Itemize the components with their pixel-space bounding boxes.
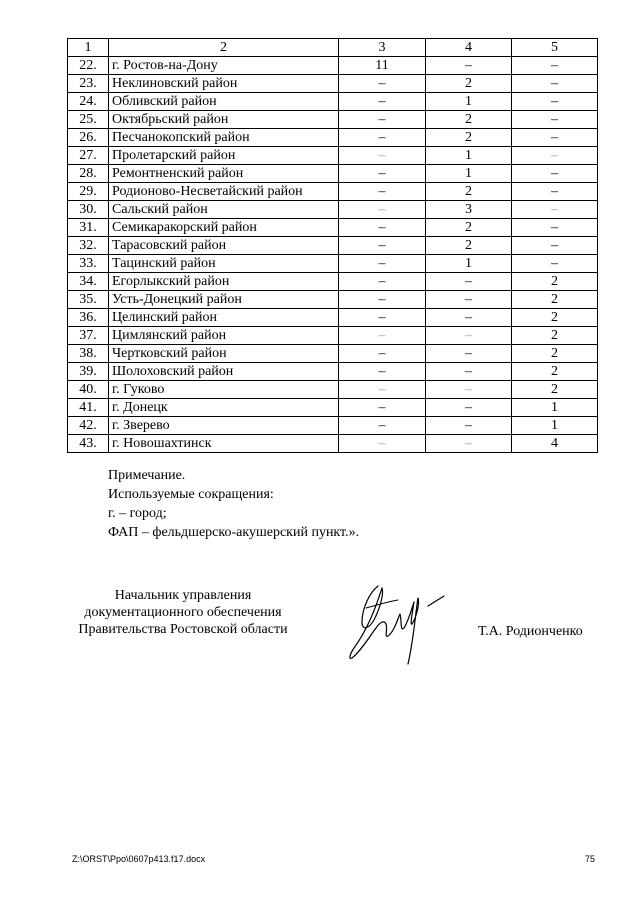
table-row [68,363,598,381]
row-number-cell: 30. [68,201,109,219]
district-name-cell: г. Гуково [109,381,339,399]
row-number-cell: 25. [68,111,109,129]
col3-value-cell: – [339,255,426,273]
col3-value-cell: – [339,363,426,381]
col5-value-cell: – [512,183,598,201]
table-row [68,57,598,75]
table-row [68,327,598,345]
col3-value-cell: – [339,93,426,111]
col3-value-cell: – [339,435,426,453]
district-name-cell: Неклиновский район [109,75,339,93]
table-row [68,345,598,363]
header-col-2: 2 [109,39,339,57]
district-name-cell: Октябрьский район [109,111,339,129]
col5-value-cell: 2 [512,345,598,363]
row-number-cell: 42. [68,417,109,435]
col4-value-cell: – [426,327,512,345]
col3-value-cell: – [339,399,426,417]
col4-value-cell: – [426,57,512,75]
col5-value-cell: – [512,129,598,147]
col5-value-cell: – [512,255,598,273]
col3-value-cell: – [339,291,426,309]
table-row [68,255,598,273]
district-name-cell: Чертковский район [109,345,339,363]
note-title: Примечание. [108,468,186,483]
table-body [68,57,598,453]
table-row [68,273,598,291]
col4-value-cell: 1 [426,93,512,111]
col4-value-cell: 2 [426,183,512,201]
col5-value-cell: 1 [512,417,598,435]
col3-value-cell: – [339,309,426,327]
note-block [108,466,359,542]
row-number-cell: 31. [68,219,109,237]
col5-value-cell: – [512,57,598,75]
col3-value-cell: – [339,75,426,93]
col3-value-cell: – [339,237,426,255]
row-number-cell: 36. [68,309,109,327]
district-name-cell: Песчанокопский район [109,129,339,147]
col3-value-cell: – [339,345,426,363]
district-name-cell: Шолоховский район [109,363,339,381]
col4-value-cell: – [426,291,512,309]
district-name-cell: Усть-Донецкий район [109,291,339,309]
district-table [67,38,598,453]
col4-value-cell: 2 [426,75,512,93]
district-name-cell: Цимлянский район [109,327,339,345]
district-name-cell: Пролетарский район [109,147,339,165]
col4-value-cell: – [426,399,512,417]
header-col-3: 3 [339,39,426,57]
table-row [68,183,598,201]
table-row [68,291,598,309]
district-name-cell: Обливский район [109,93,339,111]
col4-value-cell: 2 [426,129,512,147]
col5-value-cell: – [512,237,598,255]
col3-value-cell: – [339,417,426,435]
col5-value-cell: 2 [512,381,598,399]
col5-value-cell: – [512,75,598,93]
table-row [68,309,598,327]
table-row [68,147,598,165]
table-row [68,75,598,93]
district-name-cell: г. Донецк [109,399,339,417]
col5-value-cell: – [512,165,598,183]
handwritten-signature [340,578,450,668]
col4-value-cell: – [426,381,512,399]
col3-value-cell: – [339,147,426,165]
col3-value-cell: – [339,165,426,183]
row-number-cell: 29. [68,183,109,201]
table-row [68,381,598,399]
district-name-cell: г. Ростов-на-Дону [109,57,339,75]
district-name-cell: г. Новошахтинск [109,435,339,453]
col4-value-cell: – [426,363,512,381]
col5-value-cell: 2 [512,291,598,309]
col5-value-cell: – [512,147,598,165]
row-number-cell: 24. [68,93,109,111]
col5-value-cell: 2 [512,273,598,291]
header-col-1: 1 [68,39,109,57]
table-row [68,399,598,417]
col5-value-cell: 1 [512,399,598,417]
table-row [68,417,598,435]
district-name-cell: Семикаракорский район [109,219,339,237]
col5-value-cell: 2 [512,363,598,381]
district-name-cell: Егорлыкский район [109,273,339,291]
note-line-1: Используемые сокращения: [108,487,274,502]
row-number-cell: 27. [68,147,109,165]
district-name-cell: Ремонтненский район [109,165,339,183]
col4-value-cell: – [426,309,512,327]
district-name-cell: Тарасовский район [109,237,339,255]
col5-value-cell: 2 [512,309,598,327]
row-number-cell: 26. [68,129,109,147]
row-number-cell: 23. [68,75,109,93]
col3-value-cell: 11 [339,57,426,75]
col5-value-cell: – [512,219,598,237]
header-col-4: 4 [426,39,512,57]
col4-value-cell: – [426,345,512,363]
col5-value-cell: – [512,201,598,219]
row-number-cell: 34. [68,273,109,291]
page-number: 75 [585,854,596,864]
col4-value-cell: 1 [426,255,512,273]
col4-value-cell: 1 [426,165,512,183]
col4-value-cell: 2 [426,219,512,237]
district-name-cell: Целинский район [109,309,339,327]
table-row [68,201,598,219]
note-line-3: ФАП – фельдшерско-акушерский пункт.». [108,525,360,540]
district-name-cell: г. Зверево [109,417,339,435]
col4-value-cell: – [426,273,512,291]
col4-value-cell: 1 [426,147,512,165]
row-number-cell: 39. [68,363,109,381]
district-name-cell: Тацинский район [109,255,339,273]
col5-value-cell: – [512,93,598,111]
col4-value-cell: 2 [426,111,512,129]
table-row [68,129,598,147]
row-number-cell: 33. [68,255,109,273]
col3-value-cell: – [339,183,426,201]
col3-value-cell: – [339,219,426,237]
row-number-cell: 41. [68,399,109,417]
signatory-name: Т.А. Родионченко [478,624,583,639]
district-name-cell: Сальский район [109,201,339,219]
row-number-cell: 35. [68,291,109,309]
col5-value-cell: 2 [512,327,598,345]
signatory-line-3: Правительства Ростовской области [78,622,288,637]
row-number-cell: 22. [68,57,109,75]
col4-value-cell: – [426,435,512,453]
row-number-cell: 32. [68,237,109,255]
row-number-cell: 38. [68,345,109,363]
col4-value-cell: – [426,417,512,435]
row-number-cell: 28. [68,165,109,183]
footer-file-path: Z:\ORST\Ppo\0607p413.f17.docx [72,854,206,864]
table-row [68,165,598,183]
col5-value-cell: – [512,111,598,129]
col3-value-cell: – [339,381,426,399]
signatory-line-2: документационного обеспечения [84,605,282,620]
note-line-2: г. – город; [108,506,167,521]
col4-value-cell: 2 [426,237,512,255]
table-row [68,219,598,237]
table-row [68,237,598,255]
col3-value-cell: – [339,273,426,291]
row-number-cell: 40. [68,381,109,399]
row-number-cell: 37. [68,327,109,345]
col4-value-cell: 3 [426,201,512,219]
col5-value-cell: 4 [512,435,598,453]
table-row [68,93,598,111]
table-row [68,111,598,129]
table-row [68,435,598,453]
col3-value-cell: – [339,201,426,219]
signatory-line-1: Начальник управления [114,588,252,603]
col3-value-cell: – [339,111,426,129]
header-col-5: 5 [512,39,598,57]
col3-value-cell: – [339,129,426,147]
district-name-cell: Родионово-Несветайский район [109,183,339,201]
row-number-cell: 43. [68,435,109,453]
table-header-row [68,39,598,57]
col3-value-cell: – [339,327,426,345]
signatory-title [68,587,298,638]
